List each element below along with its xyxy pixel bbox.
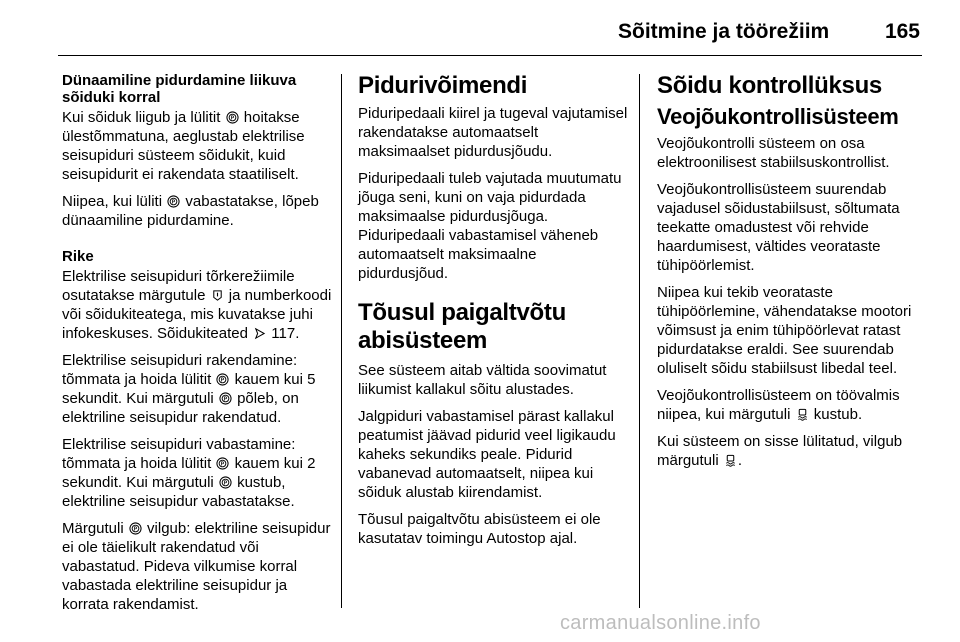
parking-brake-icon bbox=[219, 392, 232, 405]
parking-brake-icon bbox=[226, 111, 239, 124]
paragraph: Niipea kui tekib veorataste tühipöörlemine, vähendatakse mootori võimsust ja enim tühipöörlevat ratast pidurdatakse eraldi. See suurendab oluliselt sõidu stabiilsust libedal teel. bbox=[657, 284, 912, 377]
paragraph: Veojõukontrolli süsteem on osa elektroonilisest stabiilsuskontrollist. bbox=[657, 135, 890, 171]
subheading-dynamic-braking: Dünaamiline pidurdamine liikuva sõiduki korral bbox=[62, 72, 297, 106]
paragraph: Niipea, kui lüliti vabastatakse, lõpeb dünaamiline pidurdamine. bbox=[62, 193, 319, 229]
paragraph: Jalgpiduri vabastamisel pärast kallakul peatumist jäävad pidurid veel ligikaudu kaheks sekundiks peale. Pidurid vabanevad automaatselt, niipea kui sõiduk alustab kiirendamist. bbox=[358, 408, 616, 501]
paragraph: Tõusul paigaltvõtu abisüsteem ei ole kasutatav toimingu Autostop ajal. bbox=[358, 511, 601, 547]
parking-brake-icon bbox=[216, 457, 229, 470]
parking-brake-icon bbox=[167, 195, 180, 208]
paragraph: Veojõukontrollisüsteem on töövalmis niipea, kui märgutuli kustub. bbox=[657, 387, 900, 423]
traction-control-icon bbox=[724, 454, 737, 467]
paragraph: Piduripedaali kiirel ja tugeval vajutamisel rakendatakse automaatselt maksimaalset pidurdusjõudu. bbox=[358, 105, 628, 160]
paragraph: Piduripedaali tuleb vajutada muutumatu jõuga seni, kuni on vaja pidurdada maksimaalse pidurdusjõuga. Piduripedaali vabastamisel väheneb automaatselt maksimaalne pidurdusjõud. bbox=[358, 170, 622, 282]
column-divider bbox=[341, 74, 342, 608]
traction-control-icon bbox=[796, 408, 809, 421]
parking-brake-icon bbox=[219, 476, 232, 489]
paragraph: Elektrilise seisupiduri vabastamine: tõmmata ja hoida lülitit kauem kui 2 sekundit. Kui märgutuli kustub, elektriline seisupidur vabastatakse. bbox=[62, 436, 316, 510]
heading-brake-assist: Pidurivõimendi bbox=[358, 72, 528, 99]
column-left bbox=[62, 72, 332, 622]
paragraph: Kui süsteem on sisse lülitatud, vilgub märgutuli . bbox=[657, 433, 903, 469]
heading-hill-start-assist: Tõusul paigaltvõtu abisüsteem bbox=[358, 299, 566, 354]
page-header bbox=[58, 14, 922, 54]
page-number: 165 bbox=[884, 20, 920, 43]
paragraph: Veojõukontrollisüsteem suurendab vajadusel sõidustabiilsust, sõltumata teekatte omadustest või rehvide haardumisest, vältides veorataste tühipöörlemist. bbox=[657, 181, 900, 274]
paragraph: See süsteem aitab vältida soovimatut liikumist kallakul sõitu alustades. bbox=[358, 362, 607, 398]
paragraph: Elektrilise seisupiduri tõrkerežiimile osutatakse märgutule ja numberkoodi või sõidukiteatega, mis kuvatakse juhi infokeskuses. Sõidukiteated 117. bbox=[62, 268, 332, 342]
parking-brake-icon bbox=[216, 373, 229, 386]
paragraph: Elektrilise seisupiduri rakendamine: tõmmata ja hoida lülitit kauem kui 5 sekundit. Kui märgutuli põleb, on elektriline seisupidur rakendatud. bbox=[62, 352, 316, 426]
warning-light-icon bbox=[211, 289, 224, 302]
page-ref-arrow-icon[interactable] bbox=[253, 327, 266, 340]
paragraph: Märgutuli vilgub: elektriline seisupidur ei ole täielikult rakendatud või vabastatud. Pideva vilkumise korral vabastada elektriline seisupidur ja korrata rakendamist. bbox=[62, 520, 331, 613]
subheading-fault: Rike bbox=[62, 248, 94, 265]
column-middle bbox=[358, 72, 628, 556]
heading-traction-control: Veojõukontrollisüsteem bbox=[657, 104, 899, 129]
heading-ride-control: Sõidu kontrollüksus bbox=[657, 72, 882, 99]
column-right bbox=[657, 72, 927, 478]
header-rule bbox=[58, 55, 922, 56]
watermark: carmanualsonline.info bbox=[560, 612, 761, 634]
paragraph: Kui sõiduk liigub ja lülitit hoitakse ülestõmmatuna, aeglustab elektrilise seisupiduri süsteem sõidukit, kuid seisupidurit ei rakendata staatiliselt. bbox=[62, 109, 305, 183]
page-title: Sõitmine ja töörežiim bbox=[618, 20, 830, 43]
parking-brake-icon bbox=[129, 522, 142, 535]
column-divider bbox=[639, 74, 640, 608]
page-reference-link[interactable]: 117. bbox=[271, 325, 300, 342]
